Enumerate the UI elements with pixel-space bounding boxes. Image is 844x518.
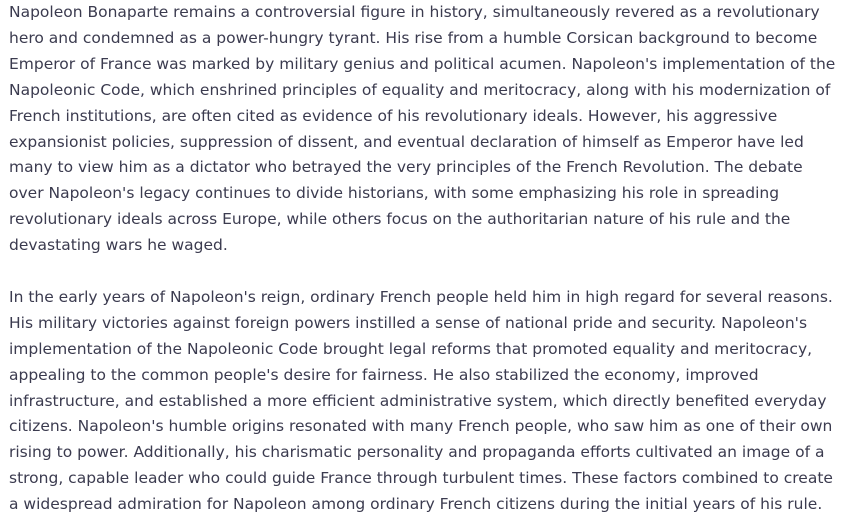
paragraph-napoleon-legacy: Napoleon Bonaparte remains a controversial figure in history, simultaneously revered as a revolutionary hero and condemned as a power-hungry tyrant. His rise from a humble Corsican background to become Emperor of France was marked by military genius and political acumen. Napoleon's implementation of the Napoleonic Code, which enshrined principles of equality and meritocracy, along with his modernization of French institutions, are often cited as evidence of his revolutionary ideals. However, his aggressive expansionist policies, suppression of dissent, and eventual declaration of himself as Emperor have led many to view him as a dictator who betrayed the very principles of the French Revolution. The debate over Napoleon's legacy continues to divide historians, with some emphasizing his role in spreading revolutionary ideals across Europe, while others focus on the authoritarian nature of his rule and the devastating wars he waged. <box>9 3 836 255</box>
document-body <box>9 0 839 518</box>
paragraph-early-reign: In the early years of Napoleon's reign, ordinary French people held him in high regard for several reasons. His military victories against foreign powers instilled a sense of national pride and security. Napoleon's implementation of the Napoleonic Code brought legal reforms that promoted equality and meritocracy, appealing to the common people's desire for fairness. He also stabilized the economy, improved infrastructure, and established a more efficient administrative system, which directly benefited everyday citizens. Napoleon's humble origins resonated with many French people, who saw him as one of their own rising to power. Additionally, his charismatic personality and propaganda efforts cultivated an image of a strong, capable leader who could guide France through turbulent times. These factors combined to create a widespread admiration for Napoleon among ordinary French citizens during the initial years of his rule. <box>9 287 833 514</box>
